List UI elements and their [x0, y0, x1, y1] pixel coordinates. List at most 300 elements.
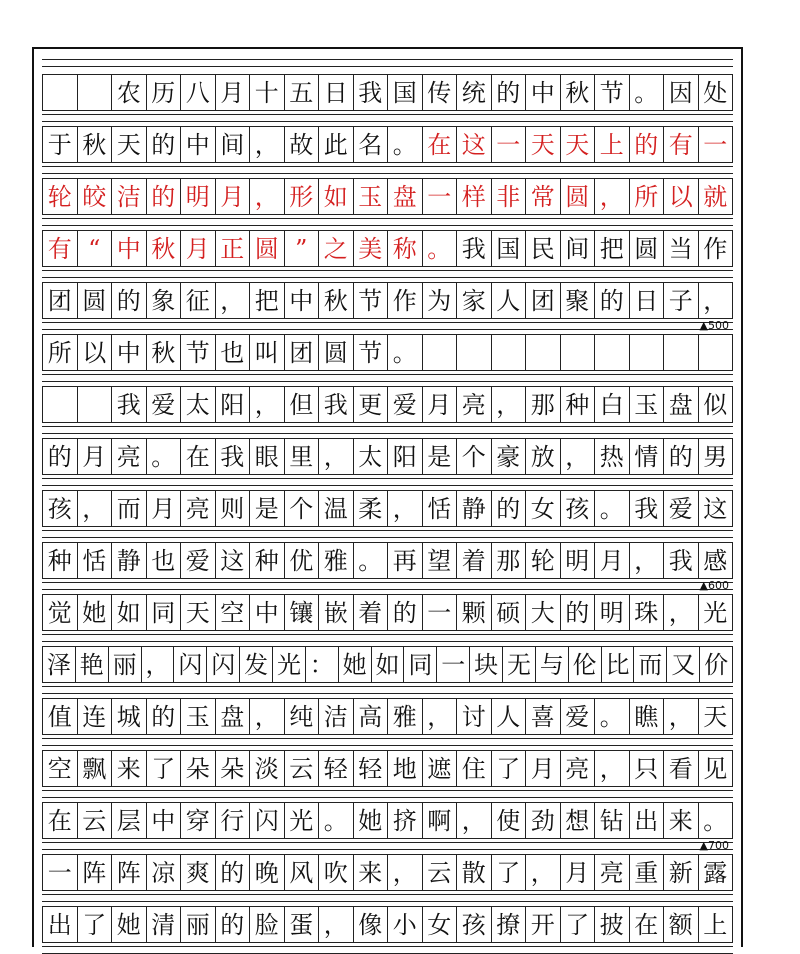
grid-cell: 我 [216, 439, 251, 474]
grid-cell: 。 [699, 803, 734, 838]
grid-cell: 月 [216, 75, 251, 110]
grid-cell: 一 [423, 595, 458, 630]
grid-cell: 之 [319, 231, 354, 266]
grid-cell: ， [492, 387, 527, 422]
manuscript-paper [32, 47, 743, 947]
grid-cell [699, 335, 734, 370]
grid-cell: 上 [699, 907, 734, 942]
grid-cell: ， [699, 283, 734, 318]
essay-row [42, 230, 733, 267]
grid-cell: 这 [699, 491, 734, 526]
grid-cell: 人 [492, 283, 527, 318]
grid-cell: 种 [250, 543, 285, 578]
grid-cell: 出 [43, 907, 78, 942]
grid-cell: 爱 [181, 543, 216, 578]
grid-cell: 望 [423, 543, 458, 578]
grid-cell: 啊 [423, 803, 458, 838]
grid-gap-band [42, 946, 733, 954]
grid-cell: 盘 [216, 699, 251, 734]
grid-cell: 凉 [147, 855, 182, 890]
grid-cell: ， [388, 491, 423, 526]
grid-cell: 觉 [43, 595, 78, 630]
word-count-marker: ▲600 [699, 579, 729, 592]
grid-cell: 把 [250, 283, 285, 318]
grid-cell: 明 [181, 179, 216, 214]
grid-cell: 清 [147, 907, 182, 942]
grid-cell: 八 [181, 75, 216, 110]
grid-cell: 大 [526, 595, 561, 630]
grid-cell: 云 [78, 803, 113, 838]
grid-cell: 月 [595, 543, 630, 578]
grid-cell: 空 [43, 751, 78, 786]
grid-cell: 非 [492, 179, 527, 214]
essay-row [42, 542, 733, 579]
grid-cell: 在 [43, 803, 78, 838]
grid-cell: 而 [112, 491, 147, 526]
grid-cell: 。 [388, 127, 423, 162]
grid-cell: 的 [147, 127, 182, 162]
grid-cell: 值 [43, 699, 78, 734]
grid-cell: 撩 [492, 907, 527, 942]
grid-cell: 圆 [78, 283, 113, 318]
grid-cell: 传 [423, 75, 458, 110]
essay-row [42, 282, 733, 319]
grid-cell: 皎 [78, 179, 113, 214]
grid-cell: 阳 [216, 387, 251, 422]
grid-cell [561, 335, 596, 370]
grid-cell: “ [78, 231, 113, 266]
grid-cell: 如 [372, 647, 405, 682]
grid-cell: 的 [43, 439, 78, 474]
word-count-marker: ▲700 [699, 839, 729, 852]
grid-cell: 聚 [561, 283, 596, 318]
grid-cell: 似 [699, 387, 734, 422]
grid-cell: 亮 [112, 439, 147, 474]
grid-cell: 阵 [78, 855, 113, 890]
grid-cell: 我 [630, 491, 665, 526]
grid-cell: 镶 [285, 595, 320, 630]
grid-cell: 种 [561, 387, 596, 422]
grid-cell: 着 [354, 595, 389, 630]
grid-cell: 。 [630, 75, 665, 110]
grid-cell: 云 [285, 751, 320, 786]
grid-cell: 柔 [354, 491, 389, 526]
grid-cell: 间 [216, 127, 251, 162]
essay-row [42, 74, 733, 111]
grid-cell: 叫 [250, 335, 285, 370]
grid-cell: 再 [388, 543, 423, 578]
grid-cell: ， [561, 439, 596, 474]
grid-cell: 瞧 [630, 699, 665, 734]
grid-cell: 闪 [250, 803, 285, 838]
grid-cell: 形 [285, 179, 320, 214]
grid-cell: 散 [457, 855, 492, 890]
essay-row [42, 646, 733, 683]
grid-gap-band [42, 839, 733, 852]
grid-cell: 来 [664, 803, 699, 838]
grid-cell: 嵌 [319, 595, 354, 630]
grid-cell: 有 [43, 231, 78, 266]
grid-cell: 无 [503, 647, 536, 682]
grid-cell: 为 [423, 283, 458, 318]
grid-cell: 。 [147, 439, 182, 474]
grid-cell: 女 [423, 907, 458, 942]
grid-cell: 统 [457, 75, 492, 110]
grid-cell: 闪 [174, 647, 207, 682]
grid-cell: 小 [388, 907, 423, 942]
grid-cell: 历 [147, 75, 182, 110]
grid-cell: 情 [630, 439, 665, 474]
grid-cell: 硕 [492, 595, 527, 630]
grid-cell: 的 [492, 75, 527, 110]
grid-cell [78, 387, 113, 422]
grid-gap-band [42, 218, 733, 226]
grid-cell: 团 [43, 283, 78, 318]
grid-cell: 节 [354, 335, 389, 370]
grid-cell: 天 [181, 595, 216, 630]
grid-cell: 这 [216, 543, 251, 578]
grid-cell: 的 [112, 283, 147, 318]
grid-cell: 光 [699, 595, 734, 630]
essay-row [42, 126, 733, 163]
grid-cell: 月 [147, 491, 182, 526]
grid-cell: 就 [699, 179, 734, 214]
grid-cell: 吹 [319, 855, 354, 890]
grid-cell: 个 [285, 491, 320, 526]
grid-cell: 重 [630, 855, 665, 890]
grid-cell: ， [250, 387, 285, 422]
grid-cell: 雅 [388, 699, 423, 734]
grid-cell: 中 [112, 335, 147, 370]
grid-cell: 放 [526, 439, 561, 474]
grid-cell: ， [595, 751, 630, 786]
grid-cell [78, 75, 113, 110]
grid-cell: 如 [319, 179, 354, 214]
grid-cell: 露 [699, 855, 734, 890]
grid-cell [457, 335, 492, 370]
grid-cell: 开 [526, 907, 561, 942]
grid-cell: 披 [595, 907, 630, 942]
grid-cell: 中 [250, 595, 285, 630]
grid-gap-band [42, 634, 733, 642]
grid-cell: 太 [181, 387, 216, 422]
grid-cell: 团 [285, 335, 320, 370]
grid-cell: 中 [181, 127, 216, 162]
grid-cell: 遮 [423, 751, 458, 786]
grid-cell: ， [423, 699, 458, 734]
grid-cell: ， [319, 907, 354, 942]
essay-row [42, 490, 733, 527]
grid-cell [526, 335, 561, 370]
grid-cell: 光 [273, 647, 306, 682]
grid-cell: 的 [492, 491, 527, 526]
grid-cell: 以 [664, 179, 699, 214]
grid-cell: ， [595, 179, 630, 214]
grid-cell: 五 [285, 75, 320, 110]
grid-cell: 。 [423, 231, 458, 266]
grid-cell: 出 [630, 803, 665, 838]
grid-cell: 我 [664, 543, 699, 578]
grid-cell: 作 [388, 283, 423, 318]
grid-cell: 中 [112, 231, 147, 266]
grid-cell: 想 [561, 803, 596, 838]
grid-cell: 常 [526, 179, 561, 214]
grid-cell: ， [250, 699, 285, 734]
grid-cell [423, 335, 458, 370]
grid-cell: 一 [423, 179, 458, 214]
grid-cell: 穿 [181, 803, 216, 838]
grid-cell: 人 [492, 699, 527, 734]
grid-cell: 有 [664, 127, 699, 162]
grid-cell: 。 [388, 335, 423, 370]
grid-cell: 见 [699, 751, 734, 786]
grid-cell: 看 [664, 751, 699, 786]
grid-cell: 中 [285, 283, 320, 318]
grid-cell: 城 [112, 699, 147, 734]
grid-gap-band [42, 894, 733, 902]
grid-cell: ， [457, 803, 492, 838]
grid-gap-band [42, 686, 733, 694]
grid-cell: 了 [492, 855, 527, 890]
grid-cell: 颗 [457, 595, 492, 630]
grid-cell: 那 [492, 543, 527, 578]
grid-cell: 所 [630, 179, 665, 214]
grid-cell: 月 [561, 855, 596, 890]
grid-cell: ， [630, 543, 665, 578]
grid-cell: 征 [181, 283, 216, 318]
grid-cell: ” [285, 231, 320, 266]
grid-cell: 月 [78, 439, 113, 474]
grid-cell: 泽 [43, 647, 76, 682]
grid-cell: 里 [285, 439, 320, 474]
grid-cell: 。 [354, 543, 389, 578]
grid-cell: 的 [216, 907, 251, 942]
grid-cell: 空 [216, 595, 251, 630]
grid-cell: 爽 [181, 855, 216, 890]
grid-cell [492, 335, 527, 370]
grid-cell: 雅 [319, 543, 354, 578]
grid-cell: 节 [354, 283, 389, 318]
grid-gap-band [42, 478, 733, 486]
grid-cell: 玉 [630, 387, 665, 422]
grid-cell: ， [388, 855, 423, 890]
grid-cell: 名 [354, 127, 389, 162]
grid-cell: 。 [595, 699, 630, 734]
grid-cell: 她 [112, 907, 147, 942]
grid-cell: 子 [664, 283, 699, 318]
grid-cell: 她 [339, 647, 372, 682]
grid-cell: 了 [78, 907, 113, 942]
grid-cell [43, 387, 78, 422]
grid-cell [595, 335, 630, 370]
grid-cell: 同 [147, 595, 182, 630]
grid-cell: 钻 [595, 803, 630, 838]
essay-row [42, 438, 733, 475]
grid-cell: 的 [664, 439, 699, 474]
grid-cell: ： [306, 647, 339, 682]
grid-cell: 我 [112, 387, 147, 422]
grid-cell: 轻 [354, 751, 389, 786]
grid-cell: 天 [526, 127, 561, 162]
grid-cell: 像 [354, 907, 389, 942]
grid-cell: 爱 [561, 699, 596, 734]
grid-cell: 额 [664, 907, 699, 942]
grid-cell: 了 [147, 751, 182, 786]
grid-cell: 圆 [630, 231, 665, 266]
essay-row [42, 386, 733, 423]
grid-cell: 在 [630, 907, 665, 942]
grid-cell: 因 [664, 75, 699, 110]
grid-cell: 盘 [664, 387, 699, 422]
grid-cell: 住 [457, 751, 492, 786]
grid-cell: 亮 [457, 387, 492, 422]
grid-cell: 圆 [250, 231, 285, 266]
grid-cell: 上 [595, 127, 630, 162]
grid-cell: 比 [602, 647, 635, 682]
grid-cell: 以 [78, 335, 113, 370]
grid-cell: 也 [147, 543, 182, 578]
grid-cell: 一 [437, 647, 470, 682]
essay-row [42, 334, 733, 371]
grid-cell: 处 [699, 75, 734, 110]
grid-cell: 的 [630, 127, 665, 162]
grid-cell [664, 335, 699, 370]
grid-cell: ， [250, 179, 285, 214]
grid-cell: 所 [43, 335, 78, 370]
grid-cell: 秋 [561, 75, 596, 110]
grid-cell: 如 [112, 595, 147, 630]
grid-cell: 家 [457, 283, 492, 318]
grid-cell: 月 [181, 231, 216, 266]
grid-cell: 新 [664, 855, 699, 890]
grid-cell: 我 [354, 75, 389, 110]
grid-cell: 又 [667, 647, 700, 682]
grid-cell: 玉 [354, 179, 389, 214]
grid-cell: 珠 [630, 595, 665, 630]
grid-cell: 淡 [250, 751, 285, 786]
grid-cell: 月 [526, 751, 561, 786]
grid-cell: 一 [43, 855, 78, 890]
grid-cell: 她 [78, 595, 113, 630]
grid-cell: 一 [699, 127, 734, 162]
grid-cell: 象 [147, 283, 182, 318]
grid-cell: 蛋 [285, 907, 320, 942]
grid-cell: 讨 [457, 699, 492, 734]
grid-cell: 白 [595, 387, 630, 422]
grid-cell [630, 335, 665, 370]
grid-gap-band [42, 166, 733, 174]
grid-gap-band [42, 738, 733, 746]
grid-cell: 云 [423, 855, 458, 890]
grid-cell: 飘 [78, 751, 113, 786]
essay-row [42, 750, 733, 787]
grid-cell: 国 [492, 231, 527, 266]
grid-cell: ， [664, 699, 699, 734]
grid-cell: 丽 [109, 647, 142, 682]
grid-cell: 是 [250, 491, 285, 526]
grid-cell: 太 [354, 439, 389, 474]
grid-cell: 而 [634, 647, 667, 682]
grid-cell: 只 [630, 751, 665, 786]
grid-cell: 个 [457, 439, 492, 474]
grid-cell: 感 [699, 543, 734, 578]
grid-cell: 地 [388, 751, 423, 786]
grid-cell: 光 [285, 803, 320, 838]
grid-cell: 。 [319, 803, 354, 838]
grid-cell: 轮 [526, 543, 561, 578]
grid-cell: 伦 [569, 647, 602, 682]
grid-cell: 秋 [78, 127, 113, 162]
grid-cell: 孩 [457, 907, 492, 942]
grid-cell: ， [526, 855, 561, 890]
grid-gap-band [42, 426, 733, 434]
grid-cell: 眼 [250, 439, 285, 474]
grid-cell: 秋 [319, 283, 354, 318]
essay-row [42, 178, 733, 215]
grid-cell: 喜 [526, 699, 561, 734]
grid-cell: 热 [595, 439, 630, 474]
grid-cell: 连 [78, 699, 113, 734]
grid-cell: 天 [112, 127, 147, 162]
grid-cell: 这 [457, 127, 492, 162]
grid-cell: 阳 [388, 439, 423, 474]
grid-cell: 的 [595, 283, 630, 318]
grid-cell: 孩 [561, 491, 596, 526]
grid-cell: 节 [181, 335, 216, 370]
grid-cell: 月 [423, 387, 458, 422]
grid-cell: 盘 [388, 179, 423, 214]
word-count-marker: ▲500 [699, 319, 729, 332]
grid-cell: 亮 [181, 491, 216, 526]
grid-cell: 故 [285, 127, 320, 162]
grid-cell: 恬 [78, 543, 113, 578]
grid-cell: 块 [470, 647, 503, 682]
grid-cell: 静 [457, 491, 492, 526]
grid-cell: 十 [250, 75, 285, 110]
grid-cell: 晚 [250, 855, 285, 890]
grid-cell: 女 [526, 491, 561, 526]
grid-cell: 爱 [664, 491, 699, 526]
grid-cell: 天 [561, 127, 596, 162]
grid-cell: 亮 [561, 751, 596, 786]
grid-cell: 民 [526, 231, 561, 266]
grid-cell: 月 [216, 179, 251, 214]
grid-cell: 的 [147, 699, 182, 734]
grid-cell: 玉 [181, 699, 216, 734]
grid-cell: 挤 [388, 803, 423, 838]
grid-cell: 朵 [181, 751, 216, 786]
grid-cell: ， [78, 491, 113, 526]
grid-gap-band [42, 790, 733, 798]
grid-cell: 阵 [112, 855, 147, 890]
grid-cell: 间 [561, 231, 596, 266]
grid-cell: ， [319, 439, 354, 474]
grid-cell: 正 [216, 231, 251, 266]
grid-cell: 男 [699, 439, 734, 474]
essay-row [42, 698, 733, 735]
grid-cell: 于 [43, 127, 78, 162]
grid-cell: 高 [354, 699, 389, 734]
grid-cell: 来 [354, 855, 389, 890]
grid-cell: 中 [147, 803, 182, 838]
grid-gap-band [42, 579, 733, 592]
grid-cell: 她 [354, 803, 389, 838]
grid-cell: 在 [181, 439, 216, 474]
grid-cell: 丽 [181, 907, 216, 942]
grid-cell: 同 [404, 647, 437, 682]
grid-cell: 静 [112, 543, 147, 578]
grid-cell: 爱 [147, 387, 182, 422]
